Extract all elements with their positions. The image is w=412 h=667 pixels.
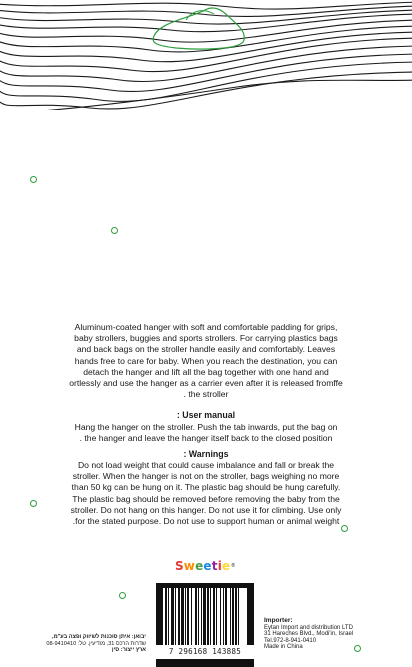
- decor-circle: [30, 176, 37, 183]
- brand-letter: S: [174, 559, 184, 573]
- barcode-bar: [168, 588, 169, 649]
- barcode-bar: [220, 588, 221, 649]
- importer-info: [264, 618, 404, 651]
- decor-circle: [30, 500, 37, 507]
- barcode-bar: [223, 588, 224, 649]
- importer-info-hebrew: [6, 634, 146, 654]
- hebrew-line: ארץ ייצור: סין: [111, 647, 146, 654]
- brand-letter: w: [183, 559, 196, 573]
- brand-letter: e: [203, 559, 212, 573]
- barcode-bar: [198, 588, 199, 649]
- decor-circle: [111, 227, 118, 234]
- barcode-bar: [235, 588, 237, 649]
- barcode-bar: [175, 588, 176, 649]
- warnings-heading: : Warnings: [183, 449, 229, 459]
- barcode-bar: [225, 588, 227, 649]
- barcode-bar: [216, 588, 217, 649]
- warning-line: Do not load weight that could cause imbalance and fall or break the: [77, 460, 335, 470]
- warning-line: than 50 kg can be hung on it. The plastic bag should be hung carefully.: [71, 482, 341, 493]
- barcode-bar: [165, 588, 167, 649]
- brand-letter: e: [222, 559, 231, 573]
- brand-letter: t: [211, 559, 218, 573]
- registered-mark: ®: [231, 563, 236, 569]
- brand-letter: i: [217, 559, 223, 573]
- barcode-bar: [178, 588, 180, 649]
- barcode-bar: [232, 588, 234, 649]
- brand-letter: e: [195, 559, 204, 573]
- product-description: [44, 322, 368, 400]
- importer-line: Eytan Import and distribution LTD: [264, 624, 353, 631]
- manual-line: Hang the hanger on the stroller. Push the tab inwards, put the bag on: [74, 422, 338, 432]
- importer-line: Made in China: [264, 644, 303, 651]
- barcode-bar: [195, 588, 197, 649]
- description-line: and back bags on the stroller handle easily and comfortably. Leaves: [76, 344, 336, 355]
- barcode-bar: [187, 588, 189, 649]
- barcode-bars-graphic: [163, 588, 247, 649]
- manual-line: . the hanger and leave the hanger itself back to the closed position: [79, 433, 333, 444]
- warning-line: The plastic bag should be removed before removing the baby from the: [72, 493, 340, 504]
- barcode-bar: [213, 588, 215, 649]
- barcode-bar: [191, 588, 192, 649]
- barcode-bars: [163, 588, 247, 649]
- decor-circle: [119, 592, 126, 599]
- barcode-bar: [171, 588, 174, 649]
- warning-line: stroller. When the hanger is not on the stroller, bags weighing no more: [72, 471, 340, 482]
- wave-pattern-decoration: [0, 0, 412, 110]
- barcode-number: 7 296168 143885: [156, 645, 254, 659]
- barcode-bar: [210, 588, 211, 649]
- description-line: baby strollers, buggies and sports strollers. For carrying plastics bags: [74, 333, 338, 344]
- hebrew-line: יבואן: איתן סוכנות לשיווק ופצה בע"מ,: [52, 634, 146, 640]
- user-manual-text: [44, 422, 368, 444]
- barcode-bar: [203, 588, 206, 649]
- description-line: ortlessly and use the hanger as a carrier even after it is released fromffe: [69, 378, 343, 389]
- importer-line: Tel.972-8-941-0410: [264, 637, 317, 644]
- brand-name: [175, 559, 230, 573]
- sweetie-logo: [170, 557, 240, 575]
- description-line: Aluminum-coated hanger with soft and comfortable padding for grips,: [74, 322, 338, 332]
- warning-line: .for the stated purpose. Do not use to support human or animal weight: [72, 516, 340, 527]
- description-line: hands free to care for baby. When you reach the destination, you can: [74, 355, 338, 366]
- barcode-bar: [181, 588, 184, 649]
- barcode-bar: [230, 588, 231, 649]
- hebrew-line: שדרות הרכס 31, מודיעין. טל: 08-9410410: [46, 640, 146, 647]
- warning-line: stroller. Do not hang on this hanger. Do not use it for climbing. Use only: [70, 504, 342, 515]
- barcode-bar: [207, 588, 209, 649]
- importer-line: 31 Hareches Blvd., Modi'in, Israel: [264, 631, 354, 638]
- user-manual-heading: : User manual: [176, 410, 236, 420]
- barcode-bar: [185, 588, 186, 649]
- barcode: [156, 583, 254, 667]
- description-line: . the stroller: [183, 389, 229, 400]
- barcode-bar: [238, 588, 239, 649]
- importer-title: Importer:: [264, 617, 293, 624]
- description-line: detach the hanger and lift all the bag together with one hand and: [83, 366, 329, 377]
- barcode-bar: [201, 588, 202, 649]
- warnings-text: [44, 460, 368, 527]
